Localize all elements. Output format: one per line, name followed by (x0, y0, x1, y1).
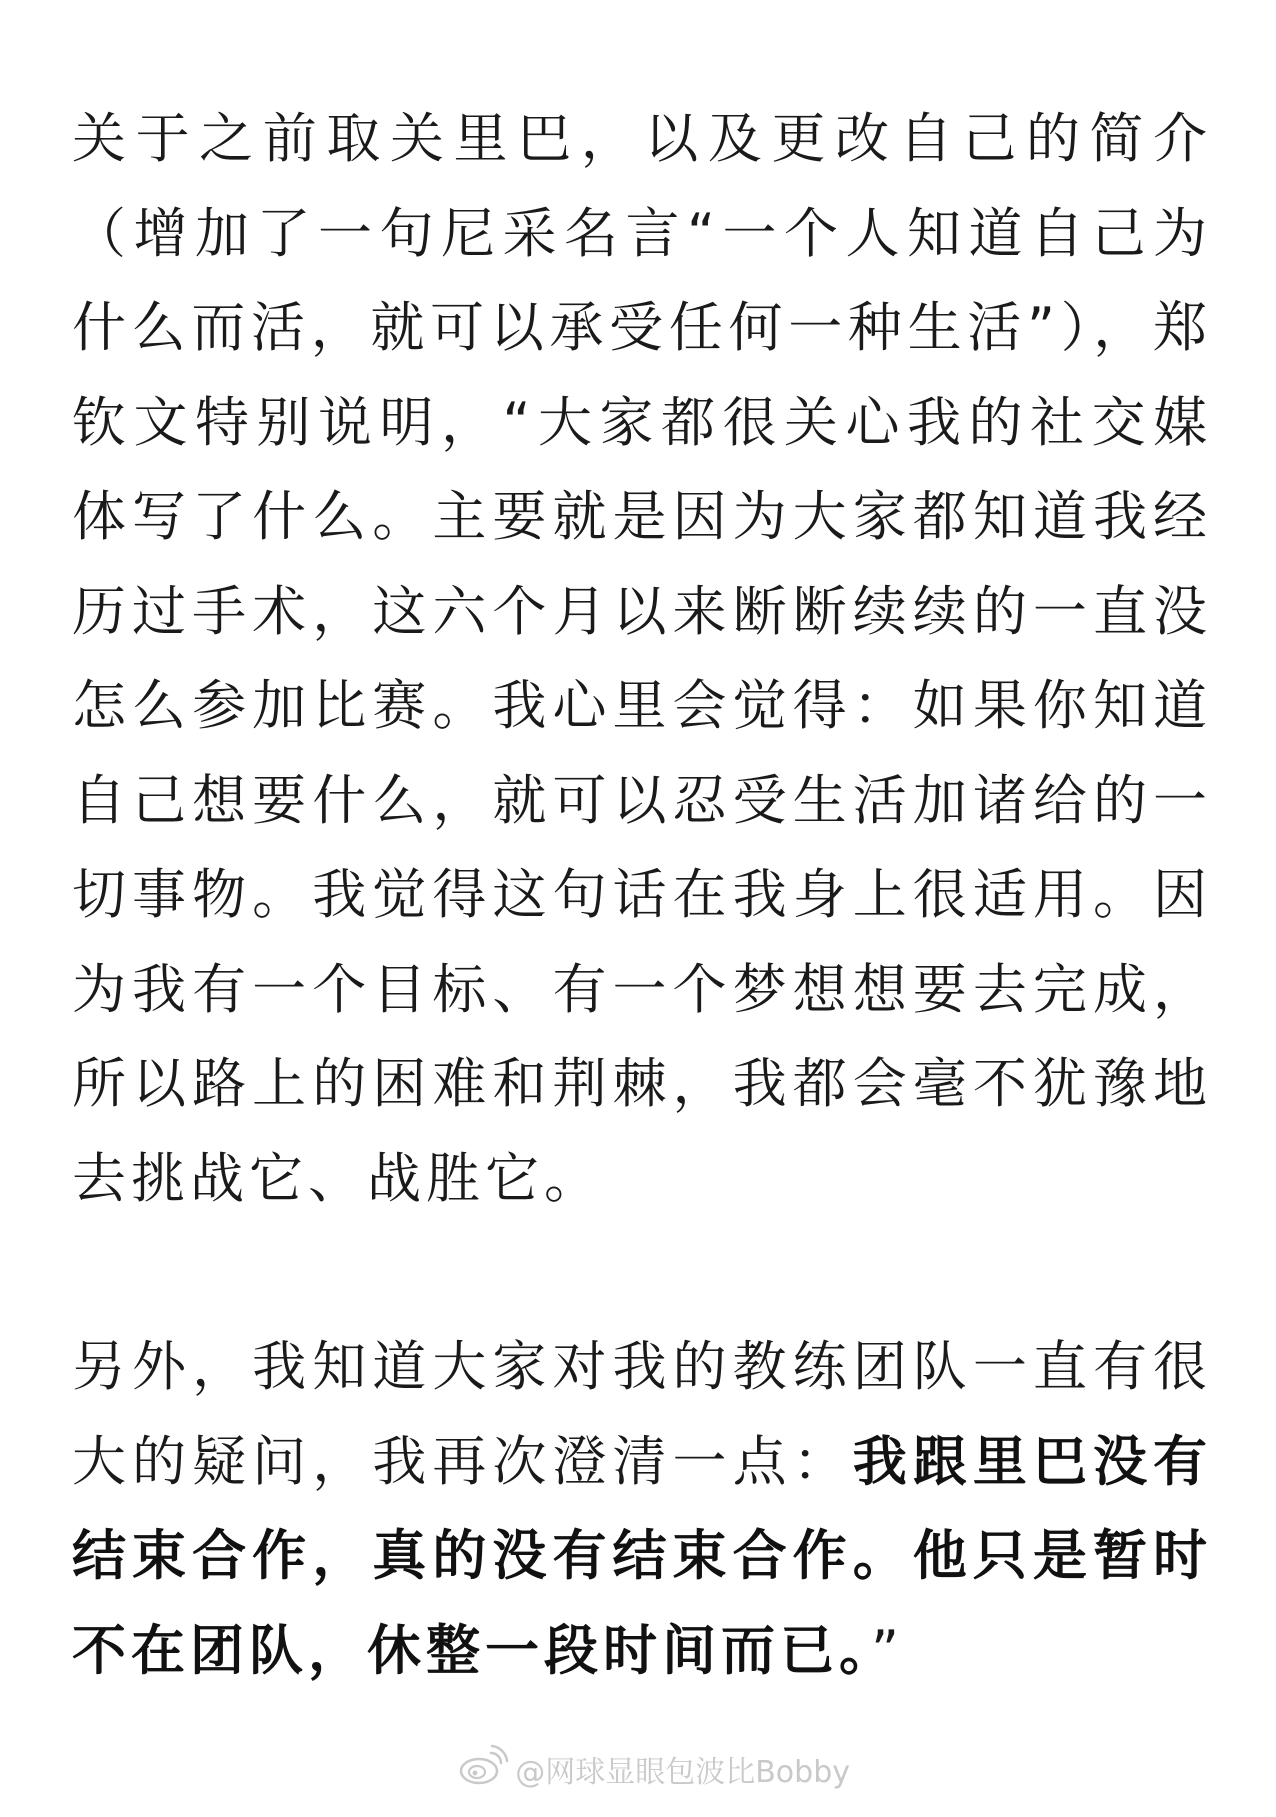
watermark-text: @网球显眼包波比Bobby (515, 1755, 850, 1790)
paragraph-2-closing-quote: ” (871, 1618, 904, 1682)
article-body (72, 92, 1212, 1698)
paragraph-2-bold-text: 我跟里巴没有结束合作，真的没有结束合作。他只是暂时不在团队，休整一段时间而已。 (72, 1429, 1213, 1682)
paragraph-2 (72, 1320, 1212, 1698)
paragraph-2-normal-text: 另外，我知道大家对我的教练团队一直有很大的疑问，我再次澄清一点： (72, 1335, 1212, 1493)
weibo-logo-icon (457, 1743, 509, 1795)
weibo-watermark (457, 1743, 850, 1795)
paragraph-1: 关于之前取关里巴，以及更改自己的简介（增加了一句尼采名言“一个人知道自己为什么而活，就可以承受任何一种生活”），郑钦文特别说明，“大家都很关心我的社交媒体写了什么。主要就是因为大家都知道我经历过手术，这六个月以来断断续续的一直没怎么参加比赛。我心里会觉得：如果你知道自己想要什么，就可以忍受生活加诸给的一切事物。我觉得这句话在我身上很适用。因为我有一个目标、有一个梦想想要去完成，所以路上的困难和荆棘，我都会毫不犹豫地去挑战它、战胜它。 (72, 107, 1212, 1210)
